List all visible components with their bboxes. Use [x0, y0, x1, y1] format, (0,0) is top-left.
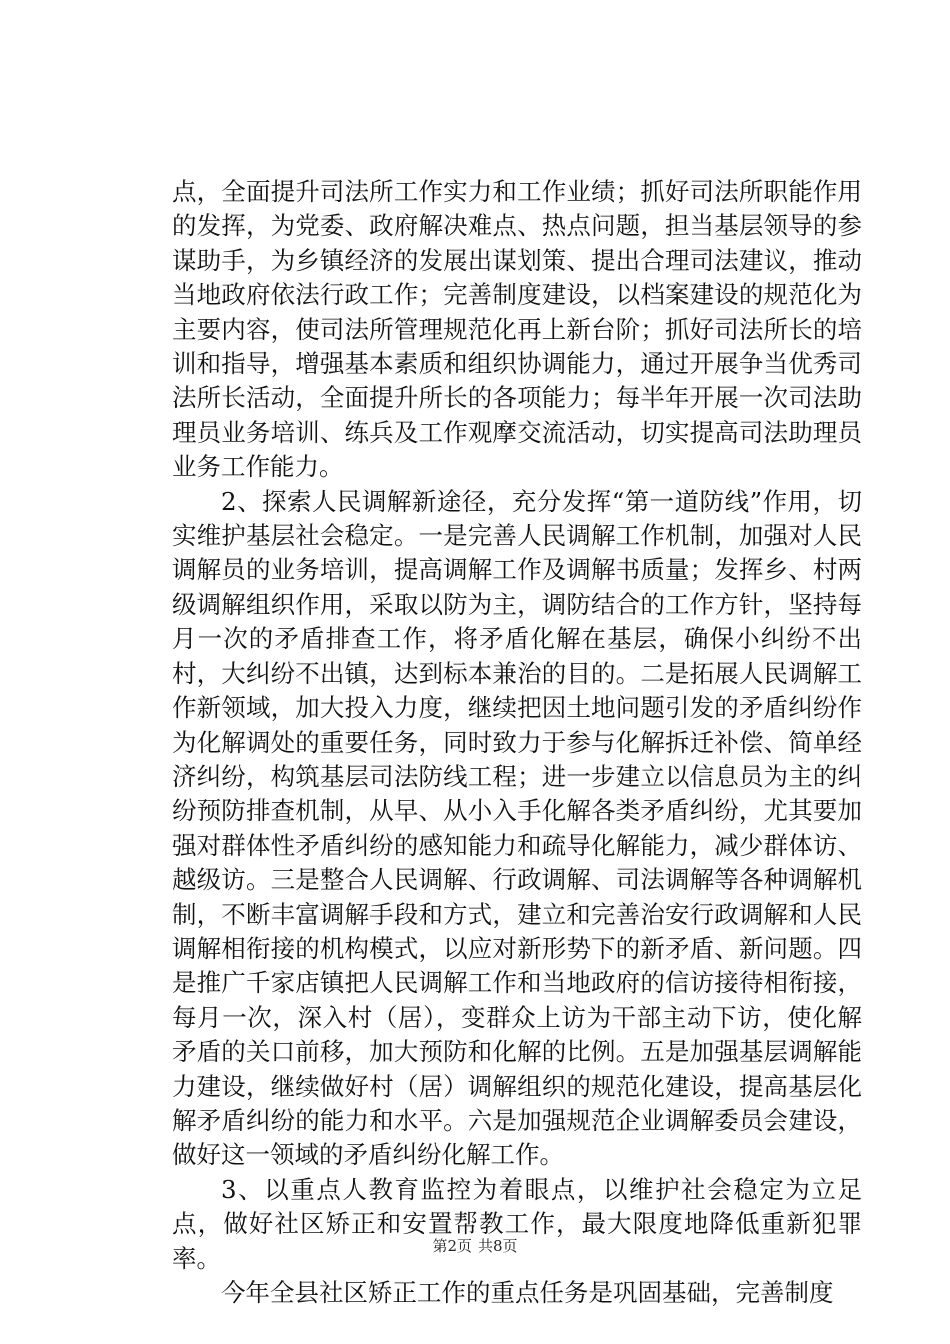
paragraph-item-2: 2、探索人民调解新途径，充分发挥“第一道防线”作用，切实维护基层社会稳定。一是完善人民调解工作机制，加强对人民调解员的业务培训，提高调解工作及调解书质量；发挥乡、村两级调解组织作用，采取以防为主，调防结合的工作方针，坚持每月一次的矛盾排查工作，将矛盾化解在基层，确保小纠纷不出村，大纠纷不出镇，达到标本兼治的目的。二是拓展人民调解工作新领域，加大投入力度，继续把因土地问题引发的矛盾纠纷作为化解调处的重要任务，同时致力于参与化解拆迁补偿、简单经济纠纷，构筑基层司法防线工程；进一步建立以信息员为主的纠纷预防排查机制，从早、从小入手化解各类矛盾纠纷，尤其要加强对群体性矛盾纠纷的感知能力和疏导化解能力，减少群体访、越级访。三是整合人民调解、行政调解、司法调解等各种调解机制，不断丰富调解手段和方式，建立和完善治安行政调解和人民调解相衔接的机构模式，以应对新形势下的新矛盾、新问题。四是推广千家店镇把人民调解工作和当地政府的信访接待相衔接，每月一次，深入村（居），变群众上访为干部主动下访，使化解矛盾的关口前移，加大预防和化解的比例。五是加强基层调解能力建设，继续做好村（居）调解组织的规范化建设，提高基层化解矛盾纠纷的能力和水平。六是加强规范企业调解委员会建设，做好这一领域的矛盾纠纷化解工作。: [172, 486, 862, 1170]
document-body: [172, 175, 862, 1310]
paragraph-community-correction: 今年全县社区矫正工作的重点任务是巩固基础，完善制度: [221, 1278, 834, 1307]
paragraph-item-3: 3、以重点人教育监控为着眼点，以维护社会稳定为立足点，做好社区矫正和安置帮教工作，最大限度地降低重新犯罪率。: [172, 1174, 862, 1273]
page-number: 第2页: [432, 1237, 472, 1255]
paragraph-continuation: 点，全面提升司法所工作实力和工作业绩；抓好司法所职能作用的发挥，为党委、政府解决难点、热点问题，担当基层领导的参谋助手，为乡镇经济的发展出谋划策、提出合理司法建议，推动当地政府依法行政工作；完善制度建设，以档案建设的规范化为主要内容，使司法所管理规范化再上新台阶；抓好司法所长的培训和指导，增强基本素质和组织协调能力，通过开展争当优秀司法所长活动，全面提升所长的各项能力；每半年开展一次司法助理员业务培训、练兵及工作观摩交流活动，切实提高司法助理员业务工作能力。: [172, 177, 862, 482]
page-total: 共8页: [478, 1237, 518, 1255]
page-footer: [0, 1235, 950, 1256]
